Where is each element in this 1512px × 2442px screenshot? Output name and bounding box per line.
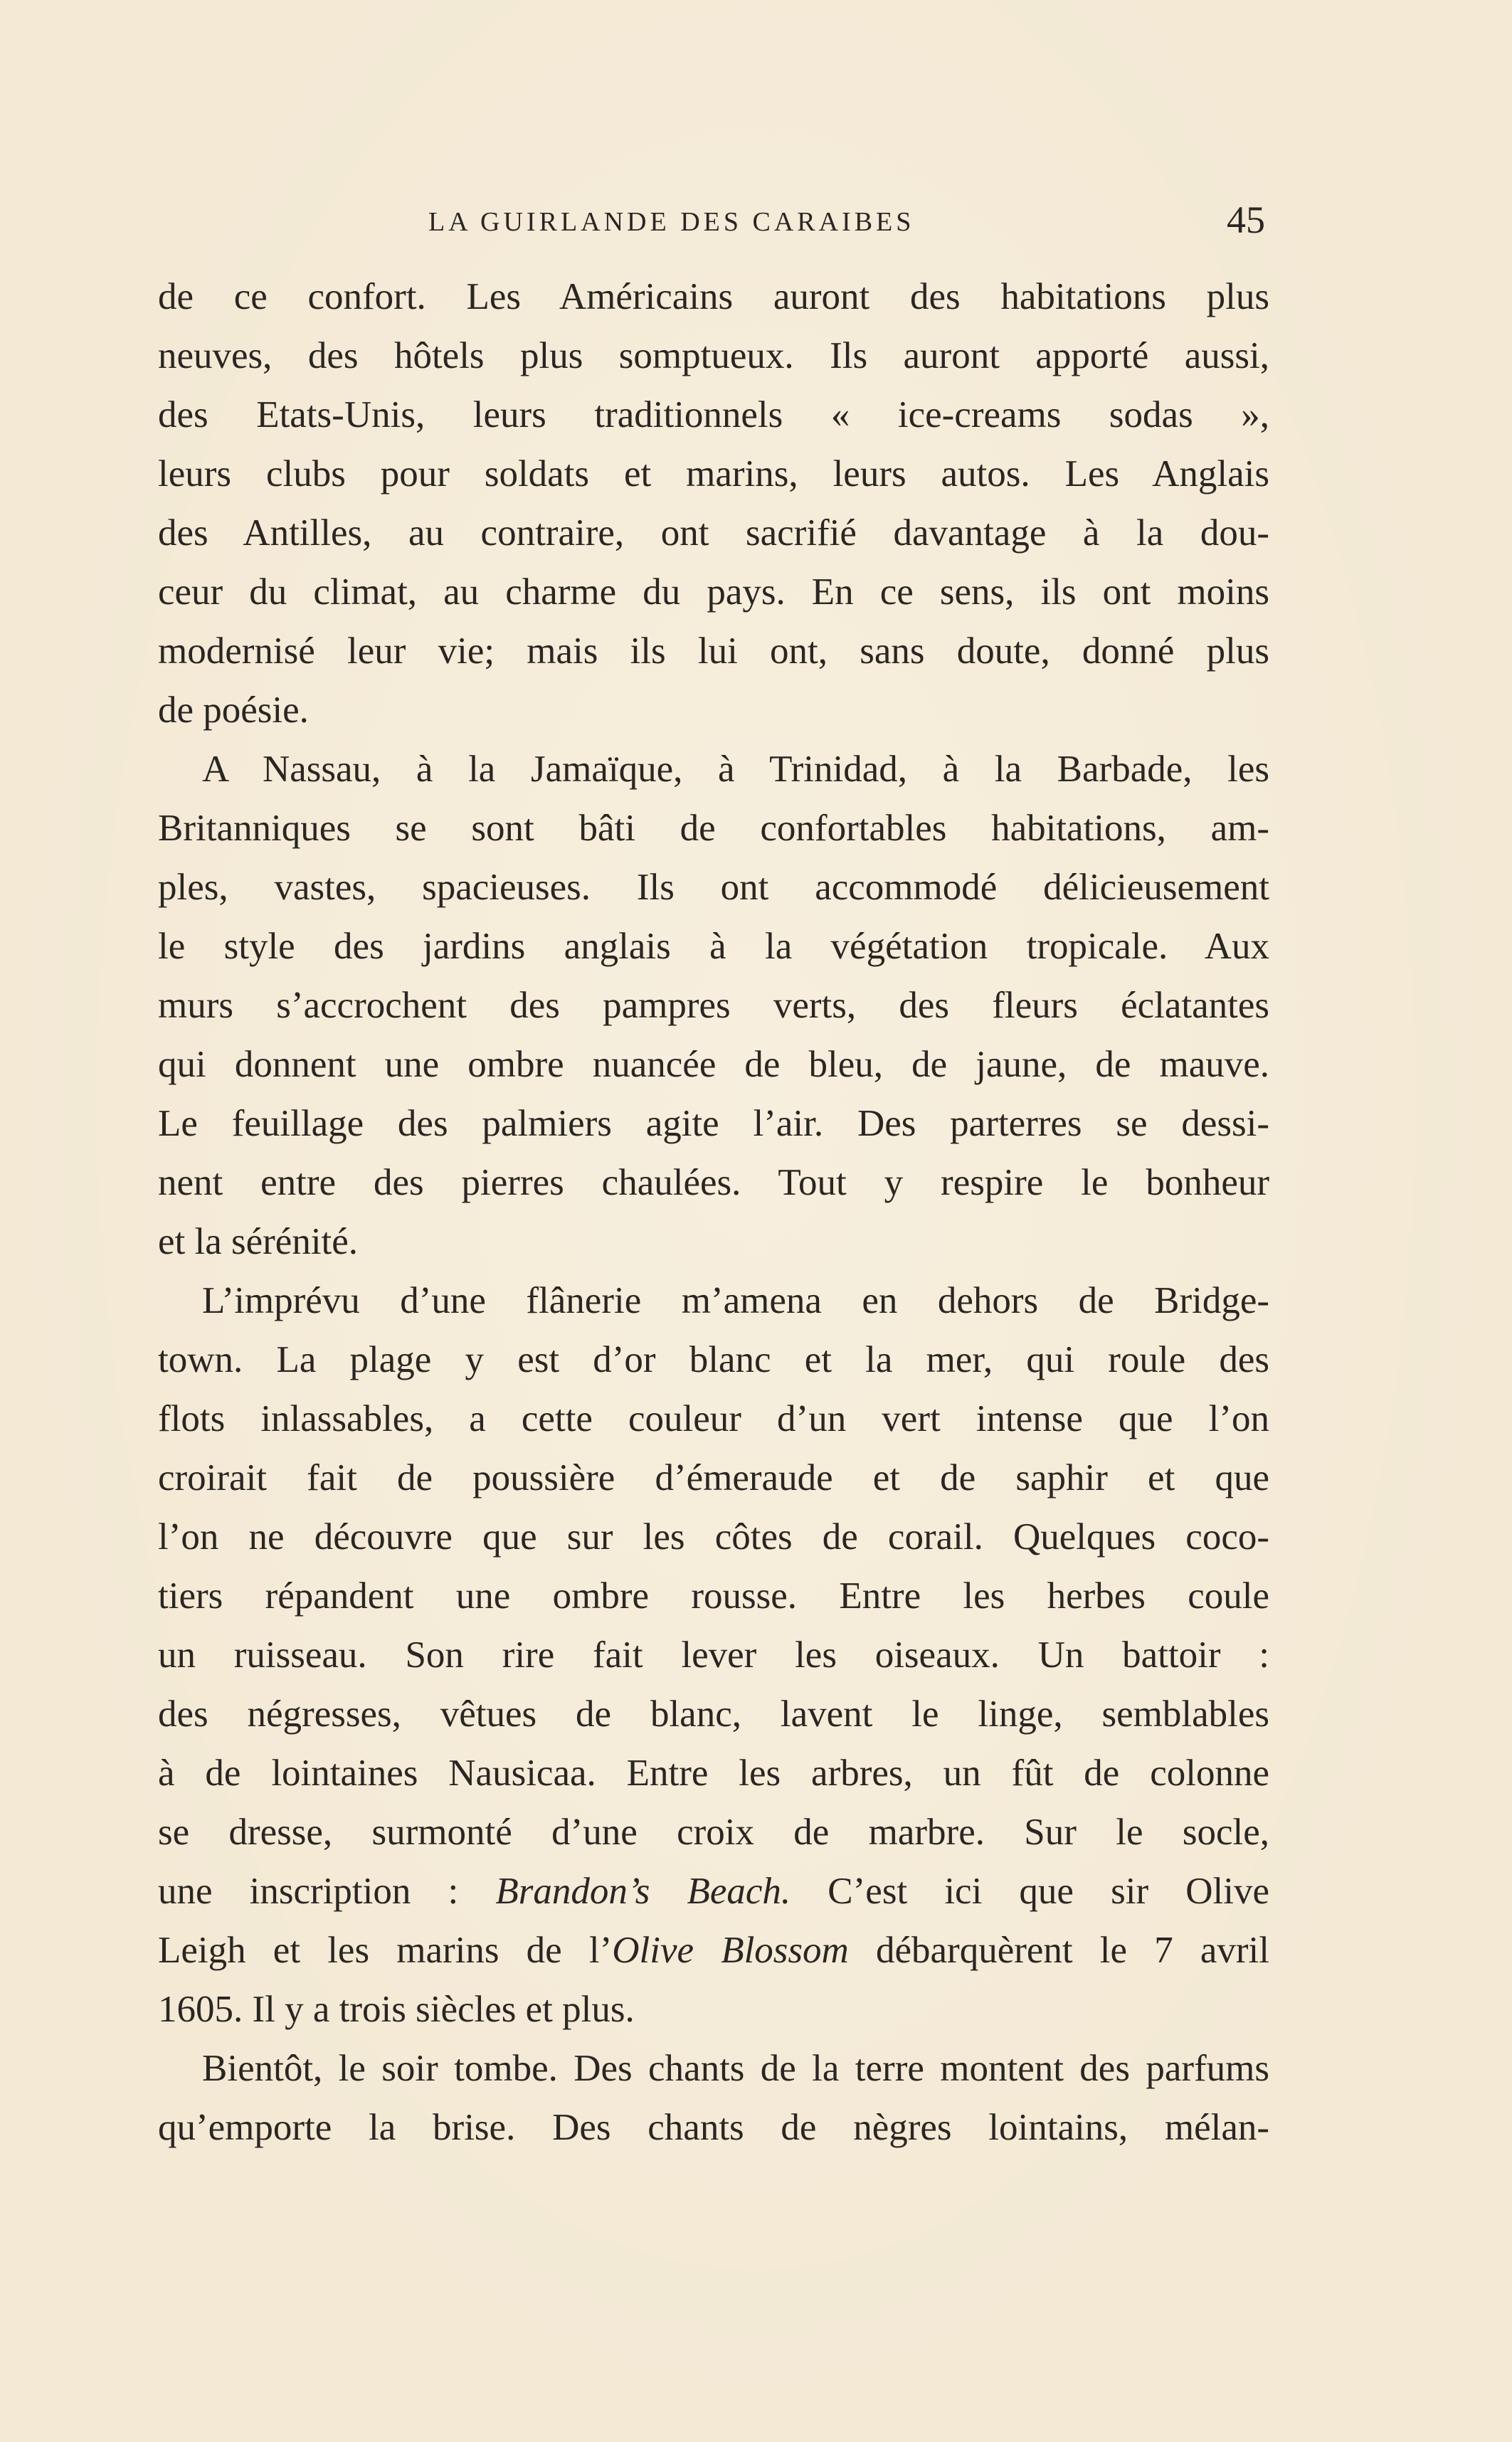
- paragraph-end-line: 1605. Il y a trois siècles et plus.: [158, 1989, 635, 2030]
- running-title: LA GUIRLANDE DES CARAIBES: [428, 207, 915, 237]
- paragraph-start-line: L’imprévu d’une flânerie m’amena en dehors de Bridge-: [202, 1280, 1269, 1321]
- paragraph-start-line: Bientôt, le soir tombe. Des chants de la terre montent des parfums: [202, 2048, 1269, 2089]
- text-line: neuves, des hôtels plus somptueux. Ils auront apporté aussi,: [158, 335, 1269, 376]
- text-line: un ruisseau. Son rire fait lever les oiseaux. Un battoir :: [158, 1634, 1269, 1676]
- text-line: qui donnent une ombre nuancée de bleu, de jaune, de mauve.: [158, 1044, 1269, 1085]
- text-line: qu’emporte la brise. Des chants de nègres lointains, mélan-: [158, 2107, 1269, 2148]
- text-line: ples, vastes, spacieuses. Ils ont accommodé délicieusement: [158, 867, 1269, 908]
- ship-before: Leigh et les marins de l’: [158, 1930, 613, 1971]
- text-line: se dresse, surmonté d’une croix de marbre. Sur le socle,: [158, 1812, 1269, 1853]
- text-line: Le feuillage des palmiers agite l’air. Des parterres se dessi-: [158, 1103, 1269, 1144]
- text-line: des Etats-Unis, leurs traditionnels « ice-creams sodas »,: [158, 394, 1269, 435]
- text-line: de ce confort. Les Américains auront des habitations plus: [158, 276, 1269, 317]
- text-line: modernisé leur vie; mais ils lui ont, sans doute, donné plus: [158, 630, 1269, 672]
- text-line: tiers répandent une ombre rousse. Entre les herbes coule: [158, 1575, 1269, 1617]
- text-line: nent entre des pierres chaulées. Tout y respire le bonheur: [158, 1162, 1269, 1203]
- page-number: 45: [1227, 199, 1265, 241]
- place-name-italic: Brandon’s Beach.: [495, 1871, 791, 1912]
- text-line: à de lointaines Nausicaa. Entre les arbres, un fût de colonne: [158, 1753, 1269, 1794]
- ship-name-italic: Olive Blossom: [612, 1930, 849, 1971]
- inscription-before: une inscription :: [158, 1871, 496, 1912]
- body-text: [158, 268, 1269, 2157]
- text-line: murs s’accrochent des pampres verts, des fleurs éclatantes: [158, 985, 1269, 1026]
- paragraph-end-line: de poésie.: [158, 689, 309, 731]
- paragraph-end-line: et la sérénité.: [158, 1221, 359, 1262]
- running-head: [158, 194, 1268, 250]
- inscription-after: C’est ici que sir Olive: [791, 1871, 1269, 1912]
- text-line: flots inlassables, a cette couleur d’un vert intense que l’on: [158, 1398, 1269, 1439]
- inscription-line: [158, 1862, 1269, 1921]
- ship-line: [158, 1921, 1269, 1980]
- text-line: l’on ne découvre que sur les côtes de corail. Quelques coco-: [158, 1516, 1269, 1558]
- text-line: Britanniques se sont bâti de confortables habitations, am-: [158, 808, 1269, 849]
- text-line: le style des jardins anglais à la végétation tropicale. Aux: [158, 926, 1269, 967]
- text-line: croirait fait de poussière d’émeraude et de saphir et que: [158, 1457, 1269, 1498]
- text-line: des Antilles, au contraire, ont sacrifié davantage à la dou-: [158, 512, 1269, 554]
- paragraph-start-line: A Nassau, à la Jamaïque, à Trinidad, à la Barbade, les: [202, 749, 1269, 790]
- ship-after: débarquèrent le 7 avril: [848, 1930, 1269, 1971]
- text-line: town. La plage y est d’or blanc et la mer, qui roule des: [158, 1339, 1269, 1380]
- text-line: des négresses, vêtues de blanc, lavent le linge, semblables: [158, 1693, 1269, 1735]
- text-line: leurs clubs pour soldats et marins, leurs autos. Les Anglais: [158, 453, 1269, 495]
- text-line: ceur du climat, au charme du pays. En ce sens, ils ont moins: [158, 571, 1269, 613]
